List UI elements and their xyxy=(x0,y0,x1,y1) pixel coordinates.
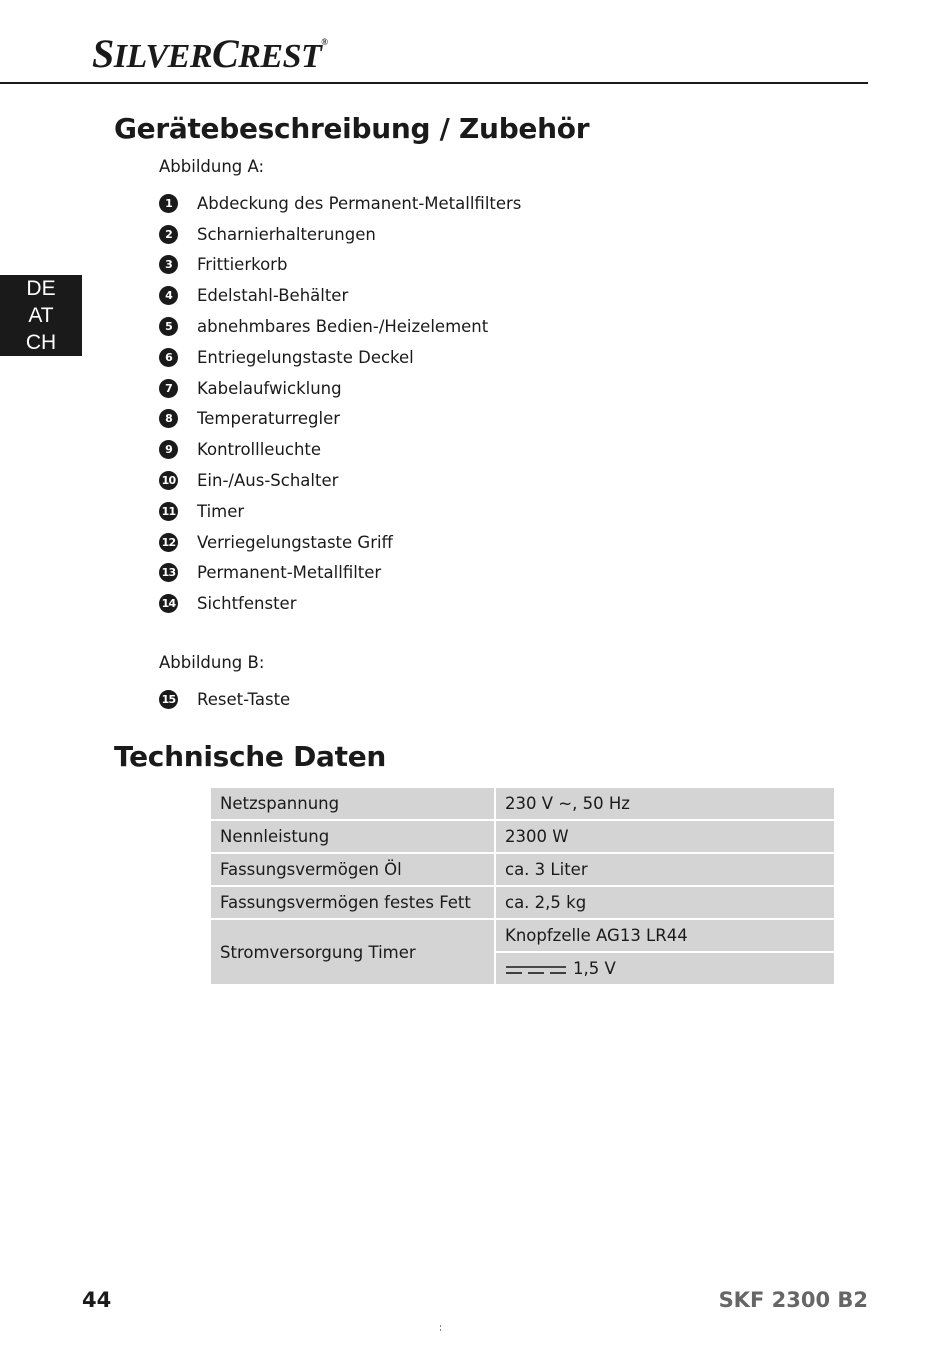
part-label: Temperaturregler xyxy=(197,409,341,429)
table-key: Stromversorgung Timer xyxy=(211,920,496,986)
part-label: Permanent-Metallfilter xyxy=(197,563,382,583)
part-label: Verriegelungstaste Griff xyxy=(197,532,393,552)
section-title-tech: Technische Daten xyxy=(114,740,387,773)
parts-list-a xyxy=(159,188,521,619)
list-item xyxy=(159,496,521,527)
number-badge: 15 xyxy=(159,690,178,709)
table-value: ca. 2,5 kg xyxy=(496,887,834,920)
table-value: 230 V ~, 50 Hz xyxy=(496,788,834,821)
number-badge: 1 xyxy=(159,194,178,213)
list-item xyxy=(159,219,521,250)
part-label: abnehmbares Bedien-/Heizelement xyxy=(197,317,489,337)
table-row xyxy=(211,821,834,854)
print-mark xyxy=(440,1325,442,1333)
header-divider xyxy=(0,82,868,84)
list-item xyxy=(159,404,521,435)
number-badge: 14 xyxy=(159,594,178,613)
list-item xyxy=(159,342,521,373)
part-label: Timer xyxy=(197,501,245,521)
table-value-dc xyxy=(496,953,834,986)
list-item xyxy=(159,527,521,558)
table-key: Fassungsvermögen Öl xyxy=(211,854,496,887)
number-badge: 3 xyxy=(159,255,178,274)
part-label: Reset-Taste xyxy=(197,689,291,709)
part-label: Kabelaufwicklung xyxy=(197,378,342,398)
list-item xyxy=(159,250,521,281)
part-label: Edelstahl-Behälter xyxy=(197,286,349,306)
model-number: SKF 2300 B2 xyxy=(718,1288,868,1312)
part-label: Ein-/Aus-Schalter xyxy=(197,471,339,491)
table-key: Fassungsvermögen festes Fett xyxy=(211,887,496,920)
dc-current-icon xyxy=(505,964,567,976)
part-label: Kontrollleuchte xyxy=(197,440,322,460)
tech-data-table xyxy=(211,788,834,986)
section-title-description: Gerätebeschreibung / Zubehör xyxy=(114,112,590,145)
table-row xyxy=(211,788,834,821)
language-tab xyxy=(0,275,82,356)
list-item xyxy=(159,465,521,496)
number-badge: 10 xyxy=(159,471,178,490)
part-label: Abdeckung des Permanent-Metallfilters xyxy=(197,193,522,213)
dc-voltage: 1,5 V xyxy=(573,959,616,978)
number-badge: 5 xyxy=(159,317,178,336)
list-item xyxy=(159,311,521,342)
table-value: 2300 W xyxy=(496,821,834,854)
part-label: Frittierkorb xyxy=(197,255,288,275)
table-row xyxy=(211,854,834,887)
lang-ch: CH xyxy=(25,331,57,354)
table-value: Knopfzelle AG13 LR44 xyxy=(496,920,834,953)
number-badge: 6 xyxy=(159,348,178,367)
number-badge: 7 xyxy=(159,379,178,398)
table-key: Netzspannung xyxy=(211,788,496,821)
part-label: Sichtfenster xyxy=(197,594,297,614)
list-item xyxy=(159,373,521,404)
table-row xyxy=(211,887,834,920)
lang-at: AT xyxy=(28,304,54,327)
table-key: Nennleistung xyxy=(211,821,496,854)
parts-list-b xyxy=(159,684,290,715)
list-item xyxy=(159,558,521,589)
list-item xyxy=(159,434,521,465)
number-badge: 13 xyxy=(159,563,178,582)
number-badge: 12 xyxy=(159,533,178,552)
number-badge: 2 xyxy=(159,225,178,244)
list-item xyxy=(159,684,290,715)
list-item xyxy=(159,280,521,311)
part-label: Entriegelungstaste Deckel xyxy=(197,347,414,367)
list-item xyxy=(159,188,521,219)
number-badge: 8 xyxy=(159,409,178,428)
table-row xyxy=(211,920,834,953)
number-badge: 9 xyxy=(159,440,178,459)
part-label: Scharnierhalterungen xyxy=(197,224,376,244)
figure-b-caption: Abbildung B: xyxy=(159,653,265,672)
table-value: ca. 3 Liter xyxy=(496,854,834,887)
brand-logo: SILVERCREST® xyxy=(92,31,328,76)
page-number: 44 xyxy=(82,1288,112,1312)
number-badge: 4 xyxy=(159,286,178,305)
lang-de: DE xyxy=(26,277,56,300)
list-item xyxy=(159,588,521,619)
figure-a-caption: Abbildung A: xyxy=(159,157,265,176)
number-badge: 11 xyxy=(159,502,178,521)
